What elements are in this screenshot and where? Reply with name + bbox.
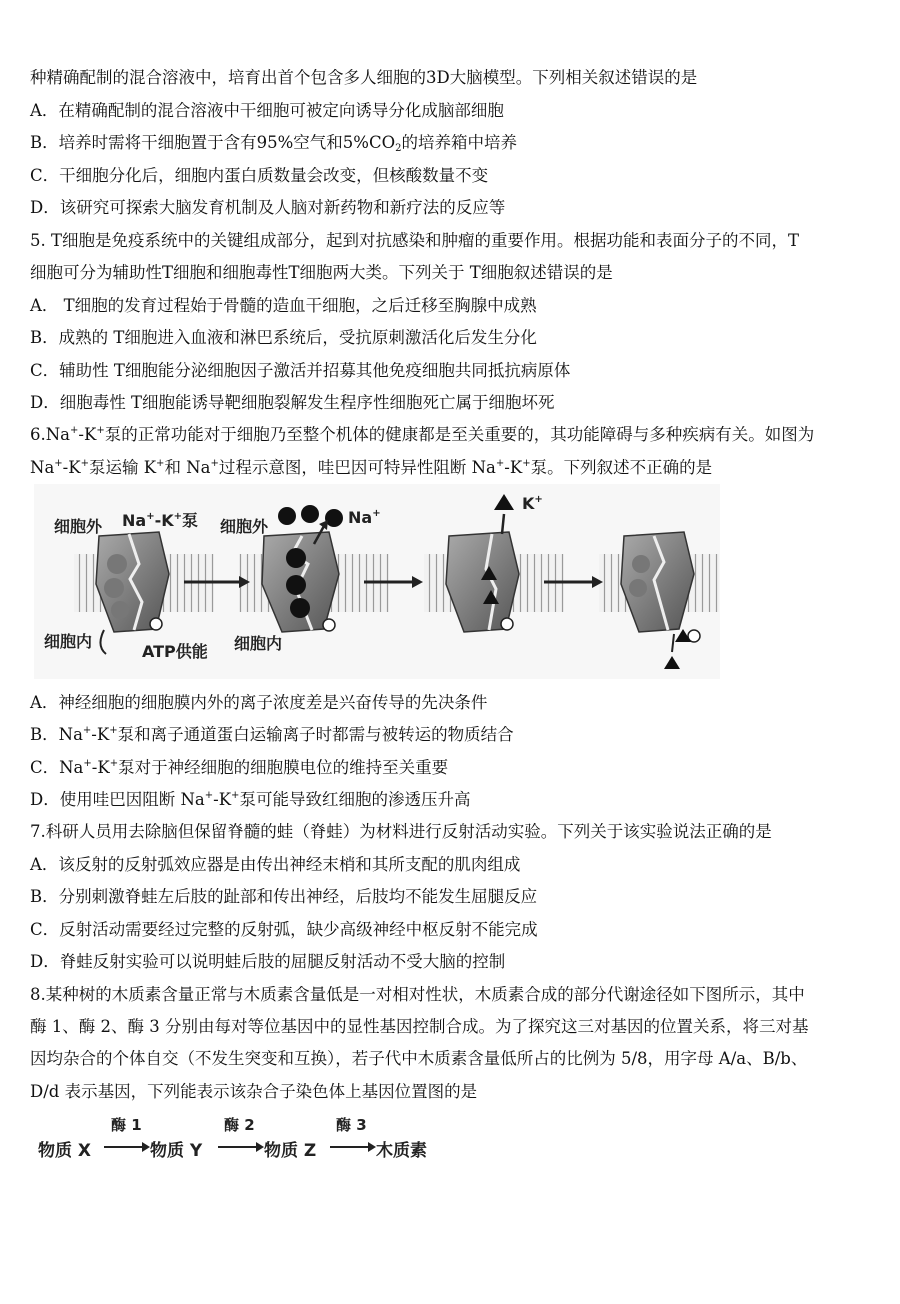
sup: + (173, 511, 183, 522)
q7-option-d: D．脊蛙反射实验可以说明蛙后肢的屈腿反射活动不受大脑的控制 (30, 952, 506, 971)
sup: + (83, 758, 92, 769)
t: 6.Na (30, 425, 71, 444)
sup: + (80, 458, 89, 469)
t: 泵可能导致红细胞的渗透压升高 (239, 790, 471, 809)
t: -K (154, 511, 174, 530)
q4-option-b-tail: 的培养箱中培养 (401, 133, 518, 152)
q8-stem-line2: 酶 1、酶 2、酶 3 分别由每对等位基因中的显性基因控制合成。为了探究这三对基因的位置关系，将三对基 (30, 1017, 809, 1036)
subscript-2: 2 (395, 143, 402, 154)
q4-option-a: A．在精确配制的混合溶液中干细胞可被定向诱导分化成脑部细胞 (30, 101, 504, 120)
q4-option-c: C．干细胞分化后，细胞内蛋白质数量会改变，但核酸数量不变 (30, 166, 489, 185)
sup: + (70, 425, 79, 436)
t: -K (62, 458, 81, 477)
lignin-pathway-figure (38, 1112, 448, 1172)
q4-option-d: D．该研究可探索大脑发育机制及人脑对新药物和新疗法的反应等 (30, 198, 506, 217)
t: 泵。下列叙述不正确的是 (530, 458, 713, 477)
lignin-label: 木质素 (376, 1141, 427, 1161)
q4-stem-tail: 种精确配制的混合溶液中，培育出首个包含多人细胞的3D大脑模型。下列相关叙述错误的是 (30, 68, 698, 87)
q5-option-c: C．辅助性 T细胞能分泌细胞因子激活并招募其他免疫细胞共同抵抗病原体 (30, 361, 571, 380)
sup: + (204, 790, 214, 801)
t: 泵和离子通道蛋白运输离子时都需与被转运的物质结合 (117, 725, 514, 744)
substance-x: 物质 X (38, 1141, 92, 1161)
sup: + (54, 458, 63, 469)
label-atp: ATP供能 (142, 642, 208, 661)
t: D．使用哇巴因阻断 Na (30, 790, 205, 809)
q4-option-b-text: B．培养时需将干细胞置于含有95%空气和5%CO (30, 133, 396, 152)
q5-option-a: A． T细胞的发育过程始于骨髓的造血干细胞，之后迁移至胸腺中成熟 (30, 296, 537, 315)
t: Na (122, 511, 147, 530)
pathway-arrow-2 (218, 1140, 264, 1154)
q6-option-d (30, 790, 470, 810)
sup: + (156, 458, 165, 469)
q6-option-a: A．神经细胞的细胞膜内外的离子浓度差是兴奋传导的先决条件 (30, 693, 488, 712)
q6-stem-line1 (30, 425, 814, 445)
t: 泵运输 K (88, 458, 157, 477)
sup: + (372, 508, 381, 519)
t: 和 Na (164, 458, 211, 477)
t: -K (91, 758, 110, 777)
t: 泵 (182, 511, 199, 530)
substance-z: 物质 Z (264, 1141, 317, 1161)
sup: + (109, 758, 119, 769)
t: -K (91, 725, 110, 744)
q5-stem-line1: 5. T细胞是免疫系统中的关键组成部分，起到对抗感染和肿瘤的重要作用。根据功能和表面分子的不同，T (30, 231, 799, 250)
sup: + (146, 511, 155, 522)
t: 过程示意图，哇巴因可特异性阻断 Na (218, 458, 496, 477)
q8-stem-line3: 因均杂合的个体自交（不发生突变和互换），若子代中木质素含量低所占的比例为 5/8，用字母 A/a、B/b、 (30, 1049, 808, 1068)
t: 泵对于神经细胞的细胞膜电位的维持至关重要 (118, 758, 449, 777)
q7-option-b: B．分别刺激脊蛙左后肢的趾部和传出神经，后肢均不能发生屈腿反应 (30, 887, 538, 906)
t: K (522, 494, 535, 513)
sup: + (210, 458, 219, 469)
q7-stem: 7.科研人员用去除脑但保留脊髓的蛙（脊蛙）为材料进行反射活动实验。下列关于该实验说法正确的是 (30, 822, 772, 841)
sup: + (495, 458, 505, 469)
label-na-k-pump (122, 508, 198, 531)
q6-stem-line2 (30, 458, 712, 478)
label-k-ion (522, 494, 543, 513)
sup: + (82, 725, 92, 736)
label-inside-1: 细胞内 (44, 632, 93, 651)
q8-stem-line4: D/d 表示基因，下列能表示该杂合子染色体上基因位置图的是 (30, 1082, 478, 1101)
t: C．Na (30, 758, 84, 777)
label-na-ion (348, 508, 381, 527)
enzyme-1-label: 酶 1 (111, 1116, 142, 1134)
sup: + (231, 790, 240, 801)
sup: + (109, 725, 118, 736)
label-outside-2: 细胞外 (220, 517, 269, 536)
q5-option-b: B．成熟的 T细胞进入血液和淋巴系统后，受抗原刺激活化后发生分化 (30, 328, 537, 347)
t: -K (78, 425, 97, 444)
q7-option-a: A．该反射的反射弧效应器是由传出神经末梢和其所支配的肌肉组成 (30, 855, 521, 874)
q5-stem-line2: 细胞可分为辅助性T细胞和细胞毒性T细胞两大类。下列关于 T细胞叙述错误的是 (30, 263, 613, 282)
enzyme-3-label: 酶 3 (336, 1116, 367, 1134)
enzyme-2-label: 酶 2 (224, 1116, 255, 1134)
q4-option-b (30, 133, 517, 153)
q8-stem-line1: 8.某种树的木质素含量正常与木质素含量低是一对相对性状，木质素合成的部分代谢途径如下图所示，其中 (30, 985, 805, 1004)
q7-option-c: C．反射活动需要经过完整的反射弧，缺少高级神经中枢反射不能完成 (30, 920, 538, 939)
substance-y: 物质 Y (150, 1141, 203, 1161)
pathway-arrow-3 (330, 1140, 376, 1154)
na-k-pump-figure (34, 484, 720, 679)
t: -K (213, 790, 232, 809)
pathway-arrow-1 (104, 1140, 150, 1154)
t: Na (348, 508, 373, 527)
q6-option-b (30, 725, 514, 745)
q5-option-d: D．细胞毒性 T细胞能诱导靶细胞裂解发生程序性细胞死亡属于细胞坏死 (30, 393, 555, 412)
t: B．Na (30, 725, 83, 744)
t: 泵的正常功能对于细胞乃至整个机体的健康都是至关重要的，其功能障碍与多种疾病有关。如图为 (104, 425, 815, 444)
sup: + (534, 494, 543, 505)
sup: + (522, 458, 531, 469)
t: -K (504, 458, 523, 477)
label-outside-1: 细胞外 (54, 517, 103, 536)
sup: + (96, 425, 105, 436)
q6-option-c (30, 758, 448, 778)
t: Na (30, 458, 55, 477)
label-inside-2: 细胞内 (234, 634, 283, 653)
